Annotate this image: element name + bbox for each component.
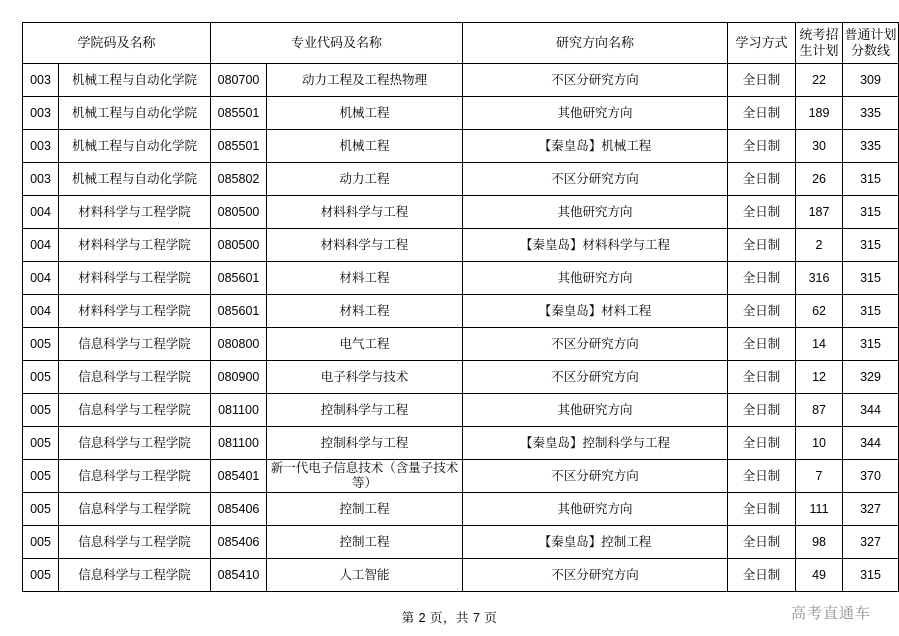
cell-college-code: 004 — [23, 229, 59, 262]
cell-plan: 87 — [796, 394, 843, 427]
cell-direction: 【秦皇岛】控制工程 — [463, 526, 728, 559]
table-row — [23, 130, 899, 163]
table-header — [23, 23, 899, 64]
cell-college-name: 材料科学与工程学院 — [59, 295, 211, 328]
cell-major-name: 电子科学与技术 — [267, 361, 463, 394]
table-row — [23, 196, 899, 229]
table-row — [23, 460, 899, 493]
cell-direction: 【秦皇岛】控制科学与工程 — [463, 427, 728, 460]
cell-college-name: 信息科学与工程学院 — [59, 493, 211, 526]
cell-score: 344 — [843, 427, 899, 460]
cell-major-name: 材料科学与工程 — [267, 229, 463, 262]
table-row — [23, 328, 899, 361]
cell-college-name: 信息科学与工程学院 — [59, 394, 211, 427]
cell-score: 315 — [843, 295, 899, 328]
cell-major-name: 动力工程 — [267, 163, 463, 196]
cell-major-code: 080700 — [211, 64, 267, 97]
table-row — [23, 163, 899, 196]
cell-score: 344 — [843, 394, 899, 427]
cell-score: 315 — [843, 196, 899, 229]
cell-study-mode: 全日制 — [728, 460, 796, 493]
cell-study-mode: 全日制 — [728, 97, 796, 130]
cell-direction: 其他研究方向 — [463, 196, 728, 229]
cell-major-name: 人工智能 — [267, 559, 463, 592]
cell-major-code: 081100 — [211, 394, 267, 427]
cell-college-name: 机械工程与自动化学院 — [59, 163, 211, 196]
cell-major-code: 080500 — [211, 229, 267, 262]
cell-study-mode: 全日制 — [728, 295, 796, 328]
cell-direction: 其他研究方向 — [463, 394, 728, 427]
cell-plan: 187 — [796, 196, 843, 229]
cell-score: 327 — [843, 493, 899, 526]
cell-college-code: 004 — [23, 196, 59, 229]
cell-direction: 其他研究方向 — [463, 493, 728, 526]
cell-major-name: 机械工程 — [267, 97, 463, 130]
cell-study-mode: 全日制 — [728, 493, 796, 526]
cell-college-name: 机械工程与自动化学院 — [59, 97, 211, 130]
cell-plan: 111 — [796, 493, 843, 526]
cell-major-code: 080500 — [211, 196, 267, 229]
cell-direction: 不区分研究方向 — [463, 64, 728, 97]
column-header-major: 专业代码及名称 — [211, 23, 463, 64]
cell-major-code: 085802 — [211, 163, 267, 196]
table-body — [23, 64, 899, 592]
cell-college-name: 材料科学与工程学院 — [59, 262, 211, 295]
cell-study-mode: 全日制 — [728, 196, 796, 229]
cell-major-name: 控制工程 — [267, 526, 463, 559]
cell-plan: 316 — [796, 262, 843, 295]
cell-score: 335 — [843, 130, 899, 163]
cell-college-code: 005 — [23, 361, 59, 394]
cell-direction: 不区分研究方向 — [463, 559, 728, 592]
cell-college-name: 信息科学与工程学院 — [59, 460, 211, 493]
column-header-enroll-plan — [796, 23, 843, 64]
cell-plan: 12 — [796, 361, 843, 394]
cell-score: 315 — [843, 229, 899, 262]
cell-major-name: 材料工程 — [267, 262, 463, 295]
page-indicator: 第 2 页，共 7 页 — [401, 611, 498, 625]
cell-direction: 不区分研究方向 — [463, 328, 728, 361]
cell-college-name: 机械工程与自动化学院 — [59, 64, 211, 97]
table-row — [23, 394, 899, 427]
cell-study-mode: 全日制 — [728, 427, 796, 460]
cell-direction: 不区分研究方向 — [463, 163, 728, 196]
cell-direction: 【秦皇岛】材料科学与工程 — [463, 229, 728, 262]
cell-direction: 其他研究方向 — [463, 97, 728, 130]
cell-score: 315 — [843, 262, 899, 295]
table-row — [23, 559, 899, 592]
column-header-college: 学院码及名称 — [23, 23, 211, 64]
cell-major-name: 材料科学与工程 — [267, 196, 463, 229]
cell-college-code: 004 — [23, 295, 59, 328]
cell-major-code: 085406 — [211, 493, 267, 526]
cell-college-code: 005 — [23, 493, 59, 526]
cell-major-code: 085401 — [211, 460, 267, 493]
score-line-line1: 普通计划 — [844, 27, 897, 43]
cell-college-name: 机械工程与自动化学院 — [59, 130, 211, 163]
table-row — [23, 229, 899, 262]
score-line-line2: 分数线 — [851, 43, 891, 58]
cell-direction: 【秦皇岛】材料工程 — [463, 295, 728, 328]
cell-major-code: 081100 — [211, 427, 267, 460]
table-row — [23, 97, 899, 130]
cell-college-code: 005 — [23, 460, 59, 493]
cell-plan: 98 — [796, 526, 843, 559]
cell-study-mode: 全日制 — [728, 328, 796, 361]
cell-college-code: 003 — [23, 130, 59, 163]
cell-major-name: 机械工程 — [267, 130, 463, 163]
column-header-study-mode: 学习方式 — [728, 23, 796, 64]
cell-major-name: 材料工程 — [267, 295, 463, 328]
cell-major-name: 控制工程 — [267, 493, 463, 526]
cell-score: 335 — [843, 97, 899, 130]
table-header-row — [23, 23, 899, 64]
cell-plan: 14 — [796, 328, 843, 361]
enroll-plan-line2: 生计划 — [799, 43, 839, 58]
cell-plan: 2 — [796, 229, 843, 262]
cell-study-mode: 全日制 — [728, 526, 796, 559]
table-row — [23, 526, 899, 559]
cell-study-mode: 全日制 — [728, 64, 796, 97]
column-header-direction: 研究方向名称 — [463, 23, 728, 64]
cell-college-code: 003 — [23, 163, 59, 196]
cell-study-mode: 全日制 — [728, 130, 796, 163]
cell-study-mode: 全日制 — [728, 163, 796, 196]
cell-major-code: 080800 — [211, 328, 267, 361]
cell-major-code: 085410 — [211, 559, 267, 592]
cell-major-name: 控制科学与工程 — [267, 427, 463, 460]
table-row — [23, 493, 899, 526]
watermark: 高考直通车 — [790, 605, 871, 622]
cell-major-code: 080900 — [211, 361, 267, 394]
cell-direction: 其他研究方向 — [463, 262, 728, 295]
cell-major-name: 电气工程 — [267, 328, 463, 361]
cell-score: 315 — [843, 559, 899, 592]
cell-college-name: 信息科学与工程学院 — [59, 361, 211, 394]
cell-study-mode: 全日制 — [728, 262, 796, 295]
enroll-plan-line1: 统考招 — [799, 27, 839, 43]
cell-plan: 22 — [796, 64, 843, 97]
cell-score: 370 — [843, 460, 899, 493]
cell-college-code: 005 — [23, 427, 59, 460]
cell-college-code: 005 — [23, 328, 59, 361]
cell-score: 315 — [843, 163, 899, 196]
cell-plan: 30 — [796, 130, 843, 163]
cell-major-code: 085601 — [211, 295, 267, 328]
cell-college-name: 信息科学与工程学院 — [59, 559, 211, 592]
cell-major-code: 085501 — [211, 130, 267, 163]
cell-major-code: 085601 — [211, 262, 267, 295]
cell-plan: 189 — [796, 97, 843, 130]
column-header-score-line — [843, 23, 899, 64]
table-row — [23, 295, 899, 328]
cell-study-mode: 全日制 — [728, 361, 796, 394]
cell-direction: 不区分研究方向 — [463, 460, 728, 493]
cell-study-mode: 全日制 — [728, 394, 796, 427]
cell-plan: 26 — [796, 163, 843, 196]
cell-direction: 【秦皇岛】机械工程 — [463, 130, 728, 163]
cell-study-mode: 全日制 — [728, 559, 796, 592]
admission-plan-table — [22, 22, 899, 592]
cell-score: 309 — [843, 64, 899, 97]
cell-college-code: 003 — [23, 97, 59, 130]
cell-college-code: 005 — [23, 559, 59, 592]
cell-major-name: 动力工程及工程热物理 — [267, 64, 463, 97]
cell-plan: 7 — [796, 460, 843, 493]
cell-score: 329 — [843, 361, 899, 394]
table-row — [23, 64, 899, 97]
cell-major-code: 085406 — [211, 526, 267, 559]
cell-college-code: 004 — [23, 262, 59, 295]
cell-plan: 10 — [796, 427, 843, 460]
cell-college-name: 信息科学与工程学院 — [59, 526, 211, 559]
cell-college-name: 材料科学与工程学院 — [59, 196, 211, 229]
cell-college-name: 信息科学与工程学院 — [59, 328, 211, 361]
cell-college-code: 003 — [23, 64, 59, 97]
cell-college-name: 材料科学与工程学院 — [59, 229, 211, 262]
cell-score: 327 — [843, 526, 899, 559]
cell-score: 315 — [843, 328, 899, 361]
table-row — [23, 427, 899, 460]
cell-major-code: 085501 — [211, 97, 267, 130]
table-row — [23, 262, 899, 295]
cell-major-name: 新一代电子信息技术（含量子技术等） — [267, 460, 463, 493]
cell-college-code: 005 — [23, 394, 59, 427]
cell-plan: 49 — [796, 559, 843, 592]
cell-direction: 不区分研究方向 — [463, 361, 728, 394]
cell-plan: 62 — [796, 295, 843, 328]
cell-study-mode: 全日制 — [728, 229, 796, 262]
cell-major-name: 控制科学与工程 — [267, 394, 463, 427]
table-row — [23, 361, 899, 394]
cell-college-name: 信息科学与工程学院 — [59, 427, 211, 460]
cell-college-code: 005 — [23, 526, 59, 559]
